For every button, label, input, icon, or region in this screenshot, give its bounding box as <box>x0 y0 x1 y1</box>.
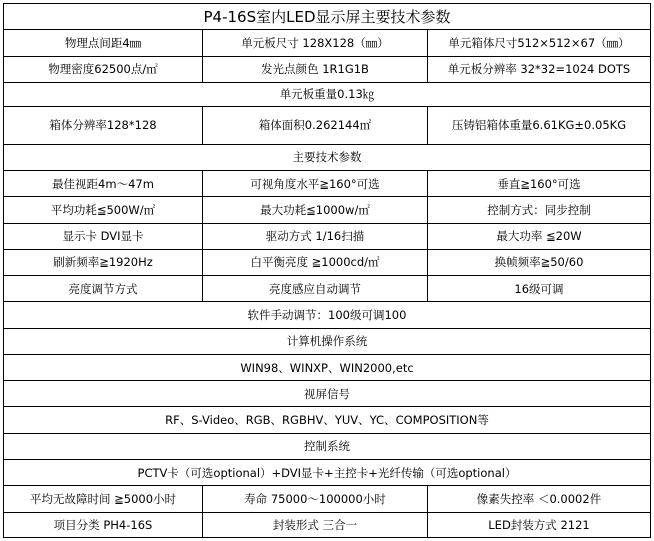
table-cell: 物理密度62500点/㎡ <box>4 56 203 82</box>
table-cell: 单元板分辨率 32*32=1024 DOTS <box>428 56 651 82</box>
section-row <box>4 328 651 354</box>
table-cell: 单元板尺寸 128X128（㎜） <box>203 30 428 56</box>
table-row <box>4 512 651 537</box>
table-cell: 压铸铝箱体重量6.61KG±0.05KG <box>428 106 651 144</box>
os-list-cell: WIN98、WINXP、WIN2000,etc <box>4 354 651 380</box>
table-row <box>4 106 651 144</box>
table-cell: 像素失控率 ＜0.0002件 <box>428 486 651 512</box>
table-row <box>4 82 651 106</box>
table-cell: 换帧频率≧50/60 <box>428 249 651 275</box>
table-row <box>4 171 651 197</box>
table-cell: 亮度感应自动调节 <box>203 276 428 302</box>
table-cell: 控制方式：同步控制 <box>428 197 651 223</box>
section-row <box>4 381 651 407</box>
section-row <box>4 144 651 170</box>
table-cell: 箱体面积0.262144㎡ <box>203 106 428 144</box>
table-cell: 物理点间距4㎜ <box>4 30 203 56</box>
section-control: 控制系统 <box>4 433 651 459</box>
table-cell: 平均功耗≦500W/㎡ <box>4 197 203 223</box>
table-cell: 刷新频率≧1920Hz <box>4 249 203 275</box>
table-cell: 单元箱体尺寸512×512×67（㎜） <box>428 30 651 56</box>
table-cell: 封装形式 三合一 <box>203 512 428 537</box>
section-video: 视屏信号 <box>4 381 651 407</box>
table-cell: 显示卡 DVI显卡 <box>4 223 203 249</box>
table-row <box>4 459 651 485</box>
table-cell: 亮度调节方式 <box>4 276 203 302</box>
table-row <box>4 407 651 433</box>
table-title: P4-16S室内LED显示屏主要技术参数 <box>4 4 651 30</box>
table-cell: 最大功率 ≦20W <box>428 223 651 249</box>
table-row <box>4 276 651 302</box>
section-row <box>4 433 651 459</box>
spec-table <box>3 3 651 538</box>
table-cell: 最佳视距4m～47m <box>4 171 203 197</box>
table-row <box>4 30 651 56</box>
control-list-cell: PCTV卡（可选optional）+DVI显卡+主控卡+光纤传输（可选optional） <box>4 459 651 485</box>
table-row <box>4 486 651 512</box>
table-cell: 垂直≧160°可选 <box>428 171 651 197</box>
table-row <box>4 197 651 223</box>
table-cell: 驱动方式 1/16扫描 <box>203 223 428 249</box>
table-cell: 寿命 75000～100000小时 <box>203 486 428 512</box>
table-cell: LED封装方式 2121 <box>428 512 651 537</box>
table-cell: 最大功耗≦1000w/㎡ <box>203 197 428 223</box>
title-row <box>4 4 651 30</box>
section-os: 计算机操作系统 <box>4 328 651 354</box>
section-main-params: 主要技术参数 <box>4 144 651 170</box>
unit-weight-cell: 单元板重量0.13㎏ <box>4 82 651 106</box>
table-row <box>4 249 651 275</box>
table-cell: 16级可调 <box>428 276 651 302</box>
table-row <box>4 302 651 328</box>
table-row <box>4 223 651 249</box>
table-cell: 平均无故障时间 ≧5000小时 <box>4 486 203 512</box>
video-list-cell: RF、S-Video、RGB、RGBHV、YUV、YC、COMPOSITION等 <box>4 407 651 433</box>
software-adjust-cell: 软件手动调节：100级可调100 <box>4 302 651 328</box>
table-cell: 白平衡亮度 ≧1000cd/㎡ <box>203 249 428 275</box>
table-cell: 项目分类 PH4-16S <box>4 512 203 537</box>
table-cell: 发光点颜色 1R1G1B <box>203 56 428 82</box>
table-row <box>4 56 651 82</box>
table-row <box>4 354 651 380</box>
table-cell: 可视角度水平≧160°可选 <box>203 171 428 197</box>
table-cell: 箱体分辨率128*128 <box>4 106 203 144</box>
